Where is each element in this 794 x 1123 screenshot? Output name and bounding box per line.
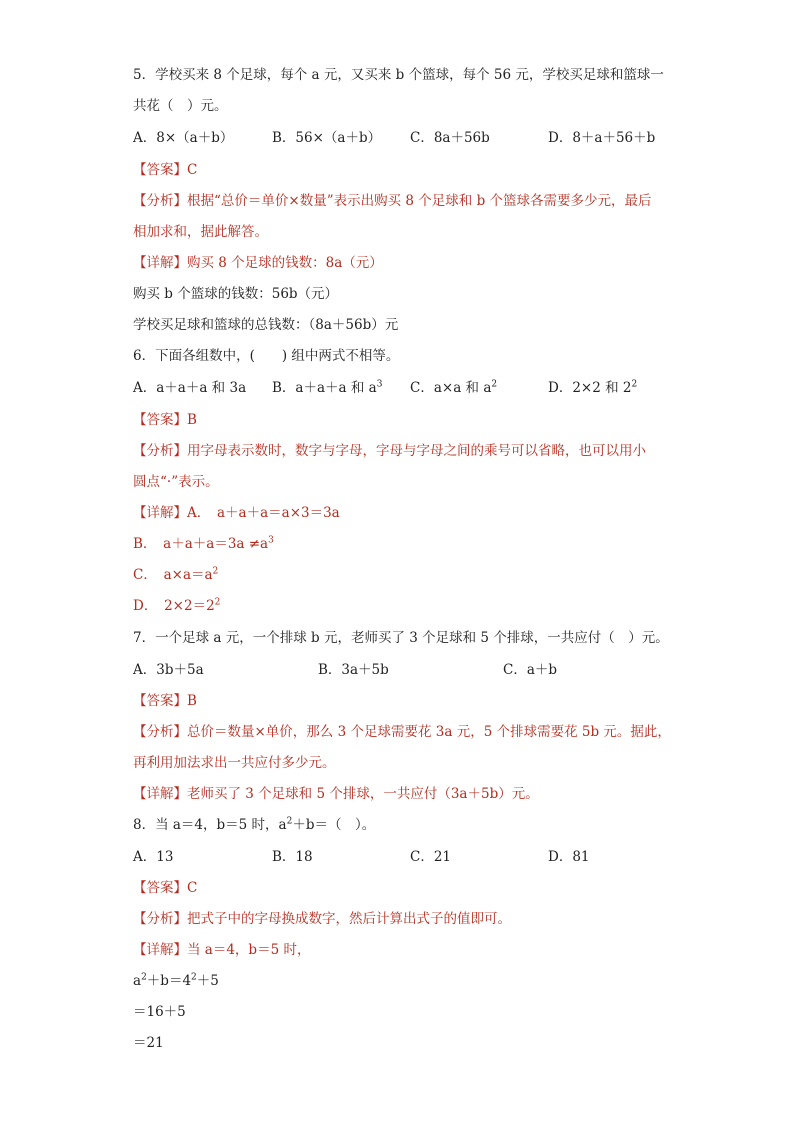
analysis-tag: 【分析】 [133,443,187,459]
q6-option-b-text: B．a＋a＋a 和 a [272,380,377,396]
q5-detail-line3: 学校买足球和篮球的总钱数：（8a＋56b）元 [133,317,399,333]
q5-analysis-line1 [133,192,652,210]
q8-stem-exp: 2 [286,816,293,827]
q6-option-c-exp: 2 [491,379,498,390]
q7-option-b: B．3a＋5b [318,662,389,678]
calc-c: ＋5 [196,973,219,989]
q6-detail-b-exp: 3 [268,535,274,546]
q8-calc-line1 [133,972,219,990]
answer-value: B [187,412,197,428]
q7-answer [133,692,197,710]
analysis-tag: 【分析】 [133,911,187,927]
q8-option-c: C．21 [410,849,452,865]
detail-text: 购买 8 个足球的钱数：8a（元） [187,255,383,271]
q6-option-a: A．a＋a＋a 和 3a [133,380,247,396]
q6-analysis-line2: 圆点“·”表示。 [133,474,219,490]
detail-tag: 【详解】 [133,255,187,271]
answer-tag: 【答案】 [133,162,187,178]
q6-detail-d [133,597,220,615]
detail-text: 当 a＝4，b＝5 时， [187,942,311,958]
q5-answer [133,161,197,179]
q8-analysis [133,910,511,928]
answer-tag: 【答案】 [133,880,187,896]
q6-detail-a [133,504,340,522]
analysis-text: 总价＝数量×单价，那么 3 个足球需要花 3a 元，5 个排球需要花 5b 元。据此， [187,724,671,740]
q8-calc-line3: ＝21 [133,1035,164,1051]
q7-analysis-line2: 再利用加法求出一共应付多少元。 [133,755,336,771]
analysis-tag: 【分析】 [133,193,187,209]
q6-detail-c-exp: 2 [212,566,219,577]
q7-analysis-line1 [133,723,671,741]
answer-value: C [187,880,198,896]
q6-option-d-text: D．2×2 和 2 [548,380,632,396]
q8-detail-line1 [133,941,310,959]
q6-option-b-exp: 3 [376,379,383,390]
calc-b: ＋b＝4 [146,973,192,989]
q5-option-b: B．56×（a＋b） [272,130,382,146]
q5-stem-line1: 5．学校买来 8 个足球，每个 a 元，又买来 b 个篮球，每个 56 元，学校买足球和篮球一 [133,67,664,83]
q6-answer [133,411,197,429]
q7-stem: 7．一个足球 a 元，一个排球 b 元，老师买了 3 个足球和 5 个排球，一共应付（ ）元。 [133,630,669,646]
q5-detail-line2: 购买 b 个篮球的钱数：56b（元） [133,286,339,302]
q8-stem [133,816,375,834]
q7-option-a: A．3b＋5a [133,662,204,678]
q6-detail-d-text: D． 2×2＝2 [133,598,215,614]
answer-tag: 【答案】 [133,693,187,709]
q7-option-c: C．a＋b [503,662,558,678]
q6-detail-c [133,566,218,584]
calc-a-exp: 2 [141,972,147,983]
q8-answer [133,879,197,897]
q5-option-a: A．8×（a＋b） [133,130,234,146]
q6-option-d-exp: 2 [631,379,638,390]
analysis-tag: 【分析】 [133,724,187,740]
detail-text: 老师买了 3 个足球和 5 个排球，一共应付（3a＋5b）元。 [187,786,539,802]
detail-tag: 【详解】 [133,942,187,958]
q8-stem-text: 8．当 a＝4，b＝5 时，a [133,817,287,833]
analysis-text: 根据“总价＝单价×数量”表示出购买 8 个足球和 b 个篮球各需要多少元，最后 [187,193,652,209]
q6-option-b [272,379,382,397]
q5-stem-line2: 共花（ ）元。 [133,98,228,114]
q8-option-d: D．81 [548,849,590,865]
detail-tag: 【详解】 [133,786,187,802]
answer-tag: 【答案】 [133,412,187,428]
q5-option-c: C．8a＋56b [410,130,490,146]
calc-b-exp: 2 [191,972,197,983]
q5-detail-line1 [133,254,383,272]
q6-option-c [410,379,497,397]
q6-detail-b-text: B． a＋a＋a＝3a ≠a [133,536,269,552]
analysis-text: 把式子中的字母换成数字，然后计算出式子的值即可。 [187,911,511,927]
q6-option-d [548,379,637,397]
q7-detail [133,785,539,803]
q8-stem-tail: ＋b＝（ ）。 [292,817,376,833]
analysis-text: 用字母表示数时，数字与字母，字母与字母之间的乘号可以省略，也可以用小 [187,443,646,459]
detail-text: A． a＋a＋a＝a×3＝3a [187,505,340,521]
q6-detail-d-exp: 2 [214,597,221,608]
q6-option-c-text: C．a×a 和 a [410,380,492,396]
answer-value: B [187,693,197,709]
q6-analysis-line1 [133,442,646,460]
q8-option-b: B．18 [272,849,313,865]
q6-stem: 6．下面各组数中，( ) 组中两式不相等。 [133,348,400,364]
q6-detail-c-text: C． a×a＝a [133,567,213,583]
q5-option-d: D．8＋a＋56＋b [548,130,656,146]
q8-option-a: A．13 [133,849,174,865]
calc-a: a [133,973,142,989]
answer-value: C [187,162,198,178]
q5-analysis-line2: 相加求和，据此解答。 [133,224,268,240]
detail-tag: 【详解】 [133,505,187,521]
q6-detail-b [133,535,274,553]
q8-calc-line2: ＝16＋5 [133,1004,186,1020]
